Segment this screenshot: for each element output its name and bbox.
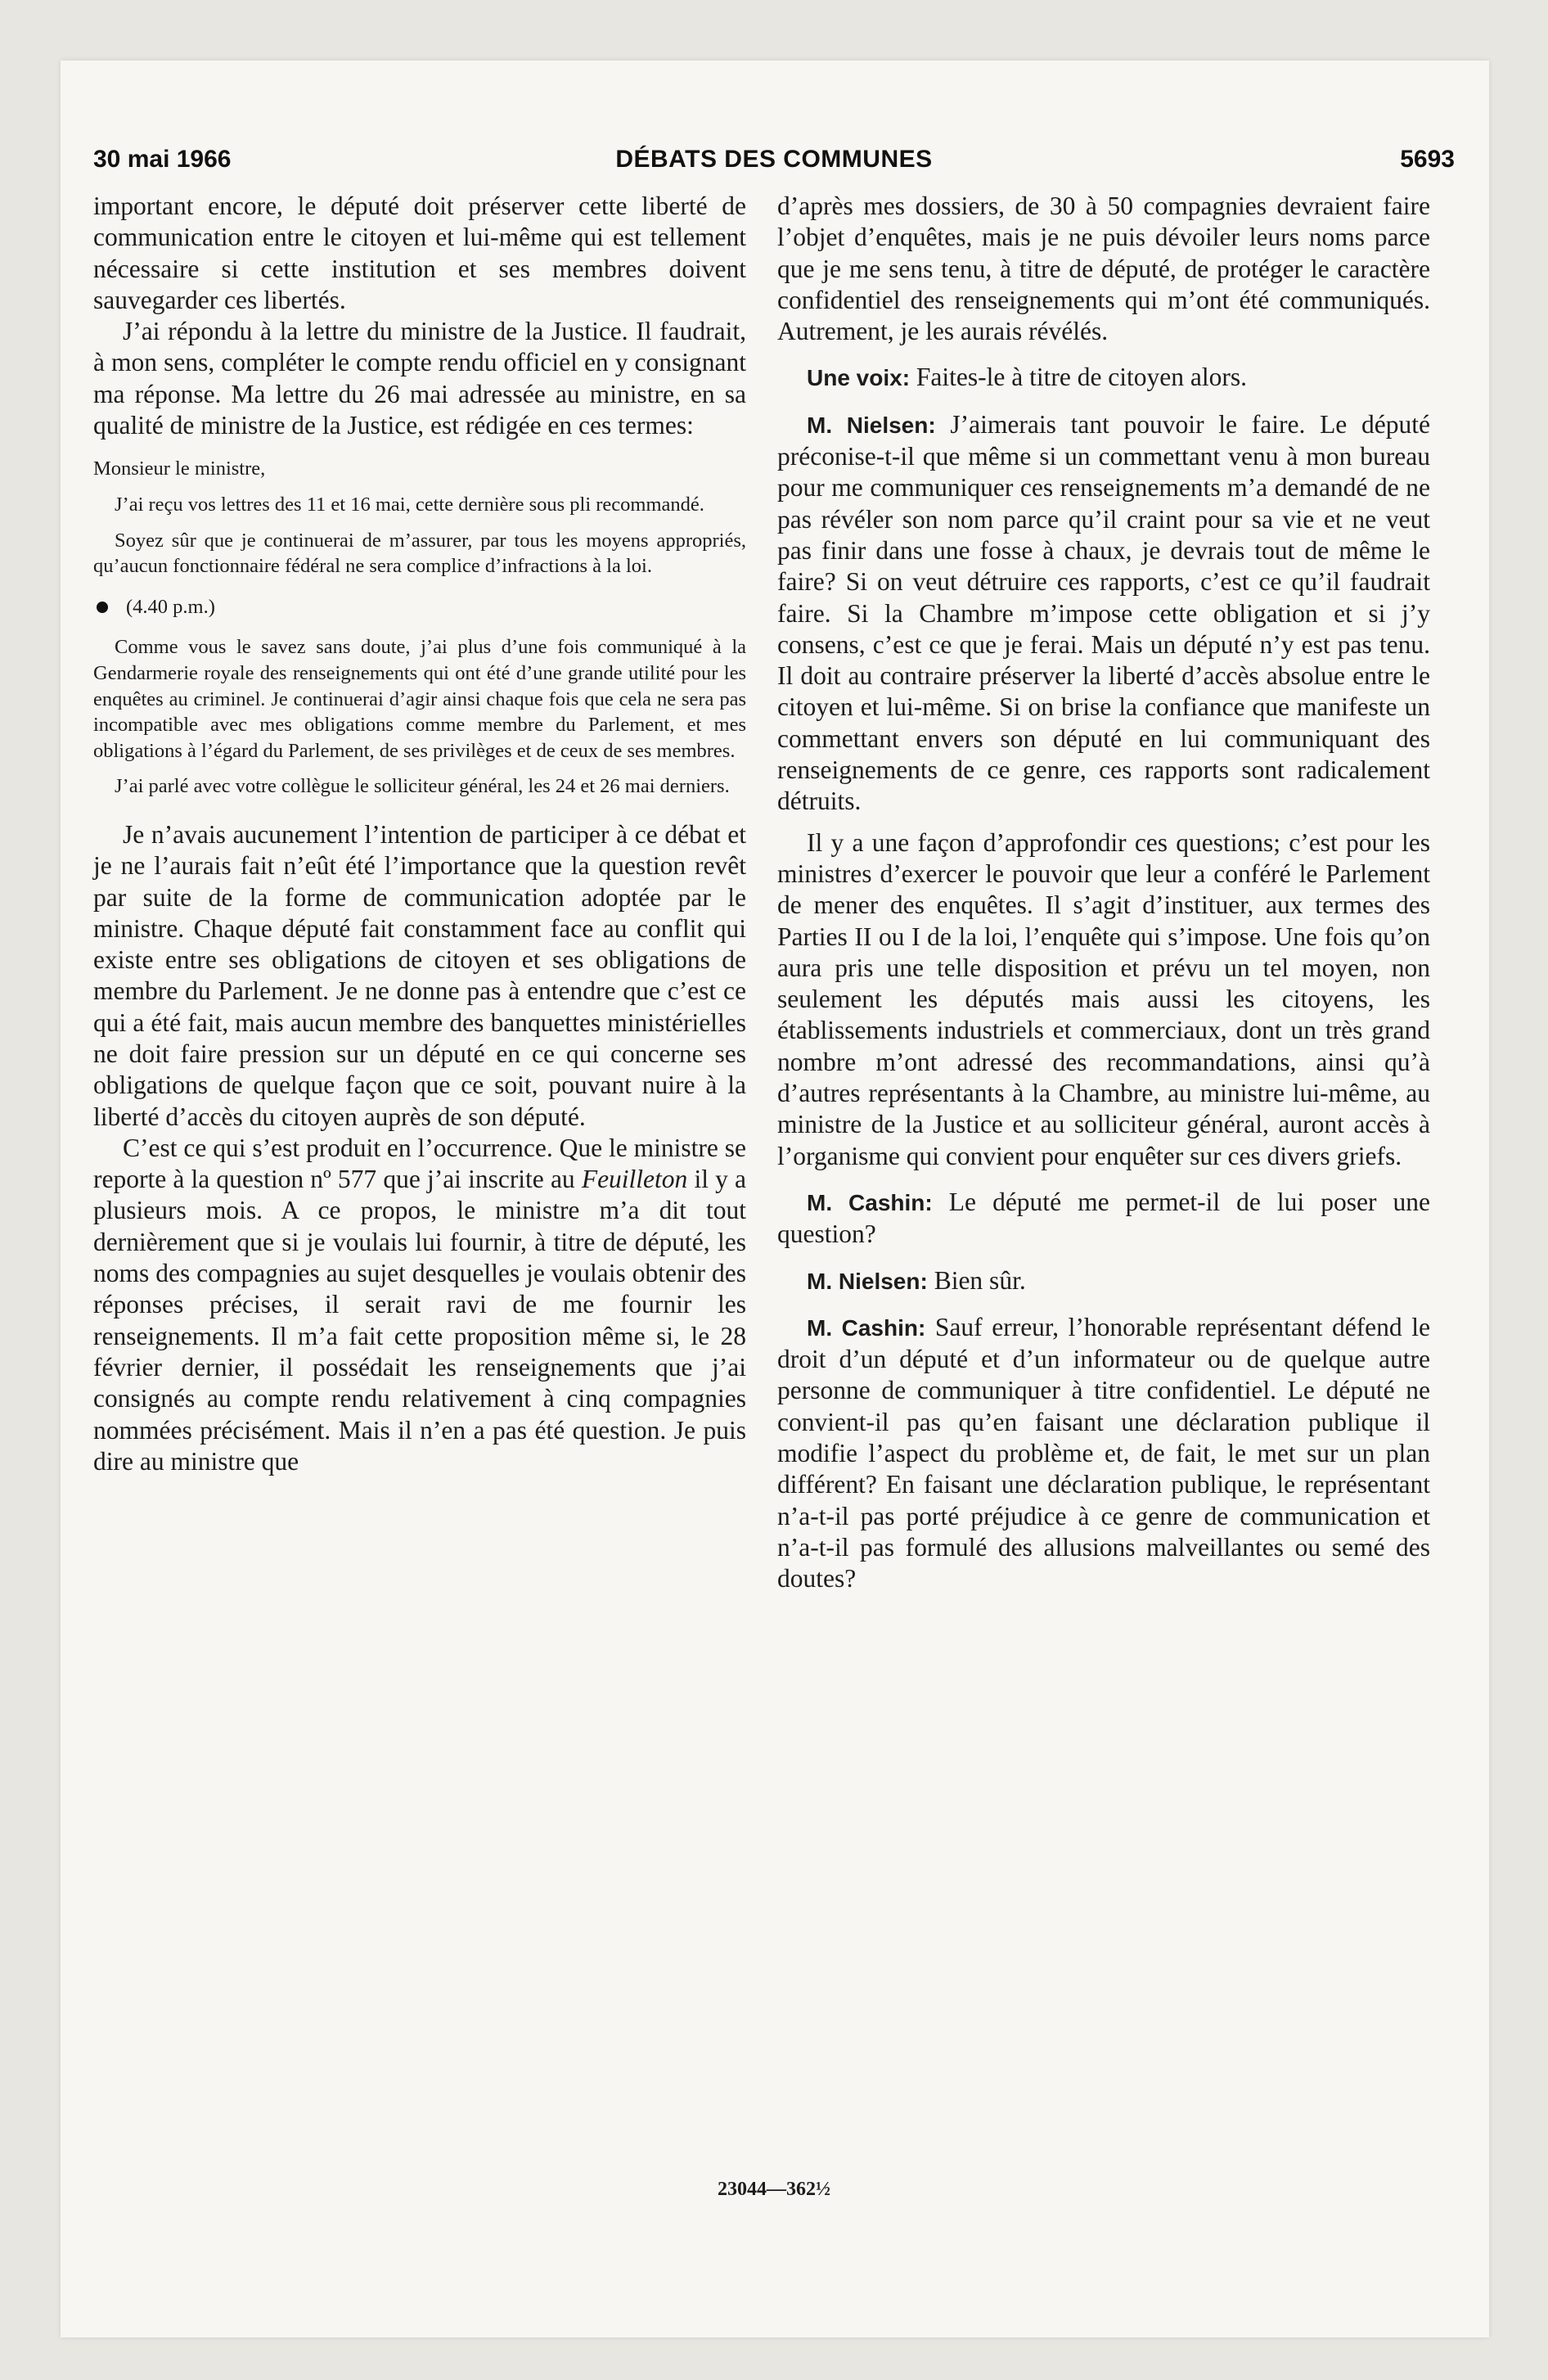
paragraph-text: C’est ce qui s’est produit en l’occurrence. Que le ministre se reporte à la question nº 577 que j’ai inscrite au	[93, 1133, 746, 1194]
letter-paragraph: Comme vous le savez sans doute, j’ai plus d’une fois communiqué à la Gendarmerie royale des renseignements qui ont été d’une grande utilité pour les enquêtes au criminel. Je continuerai d’agir ainsi chaque fois que cela ne sera pas incompatible avec mes obligations comme membre du Parlement, et mes obligations à l’égard du Parlement, de ses privilèges et de ceux de ses membres.	[93, 636, 746, 762]
speaker-name: M. Nielsen:	[807, 1268, 928, 1294]
paragraph: Il y a une façon d’approfondir ces questions; c’est pour les ministres d’exercer le pouvoir que leur a conféré le Parlement de mener des enquêtes. Il s’agit d’instituer, aux termes des Parties II ou I de la loi, l’enquête qui s’impose. Une fois qu’on aura pris une telle disposition et prévu un tel moyen, non seulement les députés mais aussi les citoyens, les établissements industriels et commerciaux, dont un très grand nombre m’ont adressé des recommandations, ainsi qu’à d’autres représentants à la Chambre, au ministre lui-même, au ministre de la Justice et au solliciteur général, auront accès à l’organisme qui convient pour enquêter sur ces divers griefs.	[777, 827, 1430, 1170]
letter-paragraph: Soyez sûr que je continuerai de m’assurer, par tous les moyens appropriés, qu’aucun fonctionnaire fédéral ne sera complice d’infractions à la loi.	[93, 529, 746, 578]
speech-cashin	[777, 1187, 1430, 1251]
bullet-icon	[97, 602, 108, 613]
paragraph	[93, 1133, 746, 1477]
paragraph: J’ai répondu à la lettre du ministre de la Justice. Il faudrait, à mon sens, compléter le compte rendu officiel en y consignant ma réponse. Ma lettre du 26 mai adressée au ministre, en sa qualité de ministre de la Justice, est rédigée en ces termes:	[93, 317, 746, 440]
speech-nielsen	[777, 1265, 1430, 1297]
paragraph: d’après mes dossiers, de 30 à 50 compagnies devraient faire l’objet d’enquêtes, mais je ne puis dévoiler leurs noms parce que je me sens tenu, à titre de député, de protéger le caractère confidentiel des renseignements qui m’ont été communiqués. Autrement, je les aurais révélés.	[777, 192, 1430, 346]
time-marker-text: (4.40 p.m.)	[126, 595, 215, 618]
speech-text: J’aimerais tant pouvoir le faire. Le député préconise-t-il que même si un commettant venu à mon bureau pour me communiquer ces renseignements m’a demandé de ne pas révéler son nom parce qu’il craint pour sa vie et ne veut pas finir dans une fosse à chaux, je devrais tout de même le faire? Si on veut détruire ces rapports, c’est ce qu’il faudrait faire. Si la Chambre m’impose cette obligation et si j’y consens, c’est ce que je ferai. Mais un député n’y est pas tenu. Il doit au contraire préserver la liberté d’accès absolue entre le citoyen et lui-même. Si on brise la confiance que manifeste un commettant envers son député en lui communiquant des renseignements de ce genre, ces rapports sont radicalement détruits.	[777, 409, 1430, 816]
page-header	[93, 146, 1455, 178]
speaker-name: Une voix:	[807, 365, 911, 391]
speaker-name: M. Nielsen:	[807, 412, 936, 438]
paragraph: Je n’avais aucunement l’intention de participer à ce débat et je ne l’aurais fait n’eût été l’importance que la question revêt par suite de la forme de communication adoptée par le ministre. Chaque député fait constamment face au conflit qui existe entre ses obligations de citoyen et ses obligations de membre du Parlement. Je ne donne pas à entendre que c’est ce qui a été fait, mais aucun membre des banquettes ministérielles ne doit faire pression sur un député en ce qui concerne ses obligations de quelque façon que ce soit, pouvant nuire à la liberté d’accès du citoyen auprès de son député.	[93, 819, 746, 1131]
paragraph-text: il y a plusieurs mois. A ce propos, le ministre m’a dit tout dernièrement que si je voulais lui fournir, à titre de député, les noms des compagnies au sujet desquelles je voulais obtenir des réponses précises, il serait ravi de me fournir les renseignements. Il m’a fait cette proposition même si, le 28 février dernier, il possédait les renseignements que j’ai consignés au compte rendu relativement à cinq compagnies nommées précisément. Mais il n’en a pas été question. Je puis dire au ministre que	[93, 1165, 746, 1476]
header-page-number: 5693	[1400, 146, 1455, 173]
speech-text: Sauf erreur, l’honorable représentant défend le droit d’un député et d’un informateur ou de quelque autre personne de communiquer à titre confidentiel. Le député ne convient-il pas qu’en faisant une déclaration publique il modifie l’aspect du problème et, de fait, le met sur un plan différent? En faisant une déclaration publique, le représentant n’a-t-il pas porté préjudice à ce genre de communication et n’a-t-il pas formulé des allusions malveillantes ou semé des doutes?	[777, 1312, 1430, 1593]
speaker-name: M. Cashin:	[807, 1314, 926, 1341]
speaker-name: M. Cashin:	[807, 1189, 933, 1215]
speech-une-voix	[777, 362, 1430, 394]
speech-text: Bien sûr.	[927, 1265, 1026, 1295]
right-column	[777, 191, 1430, 1594]
paragraph: important encore, le député doit préserver cette liberté de communication entre le citoyen et lui-même qui est tellement nécessaire si cette institution et ses membres doivent sauvegarder ces libertés.	[93, 192, 746, 314]
header-title: DÉBATS DES COMMUNES	[615, 146, 933, 173]
letter-paragraph: J’ai reçu vos lettres des 11 et 16 mai, cette dernière sous pli recommandé.	[115, 493, 704, 516]
print-code: 23044—362½	[718, 2179, 830, 2200]
feuilleton-italic: Feuilleton	[581, 1165, 688, 1194]
letter-salutation: Monsieur le ministre,	[93, 458, 266, 480]
speech-nielsen	[777, 409, 1430, 818]
letter-paragraph: J’ai parlé avec votre collègue le solliciteur général, les 24 et 26 mai derniers.	[115, 775, 730, 798]
left-column	[93, 191, 746, 1477]
speech-cashin	[777, 1312, 1430, 1595]
header-date: 30 mai 1966	[93, 146, 232, 173]
speech-text: Faites-le à titre de citoyen alors.	[910, 363, 1248, 392]
time-marker	[93, 594, 746, 620]
speech-text: Le député me permet-il de lui poser une question?	[777, 1187, 1430, 1249]
